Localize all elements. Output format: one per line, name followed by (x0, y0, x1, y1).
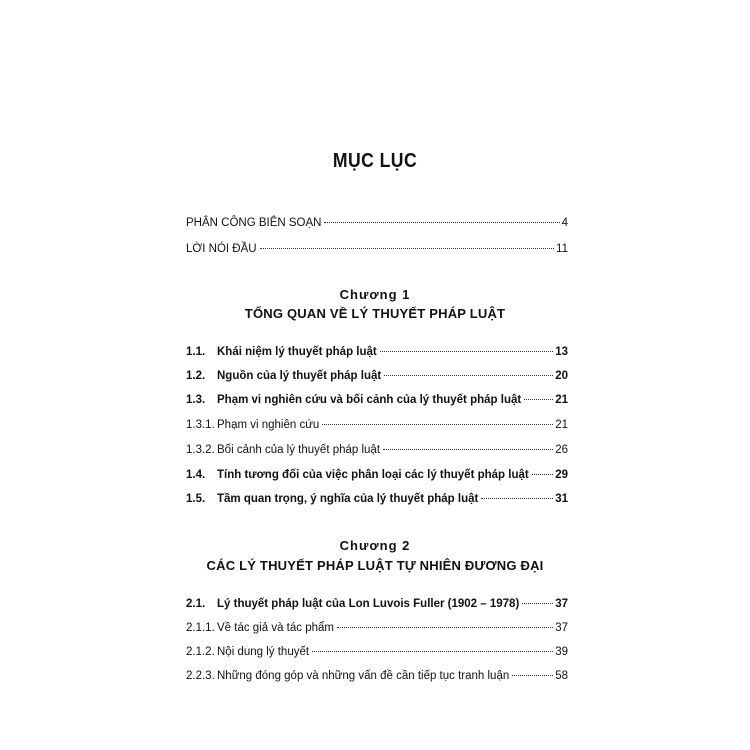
dot-leader (512, 665, 553, 676)
entry-number: 1.1. (186, 346, 206, 358)
entry-number: 2.1. (186, 598, 206, 610)
entry-page: 58 (555, 670, 568, 682)
toc-entry-1-3-2[interactable] (186, 442, 568, 457)
toc-entry-1-1[interactable] (186, 344, 568, 359)
entry-text: LỜI NÓI ĐẦU (186, 243, 257, 255)
entry-text: Phạm vi nghiên cứu và bối cảnh của lý thuyết pháp luật (217, 394, 522, 406)
chapter-1-label: Chương 1 (339, 287, 411, 302)
chapter-2-title: CÁC LÝ THUYẾT PHÁP LUẬT TỰ NHIÊN ĐƯƠNG ĐẠI (206, 558, 544, 573)
entry-page: 21 (555, 419, 568, 431)
entry-text: PHÂN CÔNG BIÊN SOẠN (186, 217, 322, 229)
entry-page: 29 (555, 469, 568, 481)
toc-entry-1-5[interactable] (186, 491, 568, 506)
entry-text: Lý thuyết pháp luật của Lon Luvois Fuller (1902 – 1978) (217, 598, 520, 610)
dot-leader (481, 488, 553, 499)
entry-number: 1.3. (186, 394, 206, 406)
entry-number: 1.3.1. (186, 419, 215, 431)
entry-number: 1.2. (186, 370, 206, 382)
entry-number: 1.5. (186, 493, 206, 505)
entry-page: 37 (555, 622, 568, 634)
entry-text: Nguồn của lý thuyết pháp luật (217, 370, 382, 382)
entry-text: Về tác giả và tác phẩm (217, 622, 334, 634)
dot-leader (384, 365, 553, 376)
dot-leader (522, 593, 553, 604)
entry-page: 39 (555, 646, 568, 658)
dot-leader (383, 439, 553, 450)
entry-text: Tầm quan trọng, ý nghĩa của lý thuyết pháp luật (217, 493, 479, 505)
entry-text: Khái niệm lý thuyết pháp luật (217, 346, 377, 358)
dot-leader (260, 238, 554, 249)
entry-page: 26 (555, 444, 568, 456)
dot-leader (380, 341, 553, 352)
toc-entry-2-1-1[interactable] (186, 620, 568, 635)
dot-leader (337, 617, 553, 628)
entry-page: 31 (555, 493, 568, 505)
entry-page: 11 (556, 243, 568, 255)
entry-page: 13 (555, 346, 568, 358)
entry-text: Phạm vi nghiên cứu (217, 419, 320, 431)
dot-leader (524, 389, 553, 400)
toc-entry-preface[interactable] (186, 241, 568, 256)
entry-page: 37 (555, 598, 568, 610)
dot-leader (324, 212, 559, 223)
toc-entry-2-2-3[interactable] (186, 668, 568, 683)
entry-text: Nội dung lý thuyết (217, 646, 310, 658)
dot-leader (532, 464, 553, 475)
toc-entry-1-3-1[interactable] (186, 417, 568, 432)
toc-entry-1-3[interactable] (186, 392, 568, 407)
toc-title: MỤC LỤC (332, 150, 418, 172)
entry-number: 2.1.1. (186, 622, 215, 634)
chapter-2-label: Chương 2 (339, 538, 411, 553)
toc-entry-1-2[interactable] (186, 368, 568, 383)
entry-text: Tính tương đối của việc phân loại các lý thuyết pháp luật (217, 469, 529, 481)
entry-number: 1.3.2. (186, 444, 215, 456)
entry-page: 21 (555, 394, 568, 406)
dot-leader (322, 414, 553, 425)
entry-number: 1.4. (186, 469, 206, 481)
entry-page: 4 (561, 217, 568, 229)
entry-number: 2.2.3. (186, 670, 215, 682)
entry-page: 20 (555, 370, 568, 382)
entry-number: 2.1.2. (186, 646, 215, 658)
entry-text: Những đóng góp và những vấn đề cần tiếp tục tranh luận (217, 670, 510, 682)
dot-leader (312, 641, 553, 652)
chapter-1-title: TỔNG QUAN VỀ LÝ THUYẾT PHÁP LUẬT (244, 306, 506, 321)
entry-text: Bối cảnh của lý thuyết pháp luật (217, 444, 381, 456)
toc-entry-1-4[interactable] (186, 467, 568, 482)
toc-entry-2-1-2[interactable] (186, 644, 568, 659)
toc-entry-2-1[interactable] (186, 596, 568, 611)
toc-entry-assignment[interactable] (186, 215, 568, 230)
